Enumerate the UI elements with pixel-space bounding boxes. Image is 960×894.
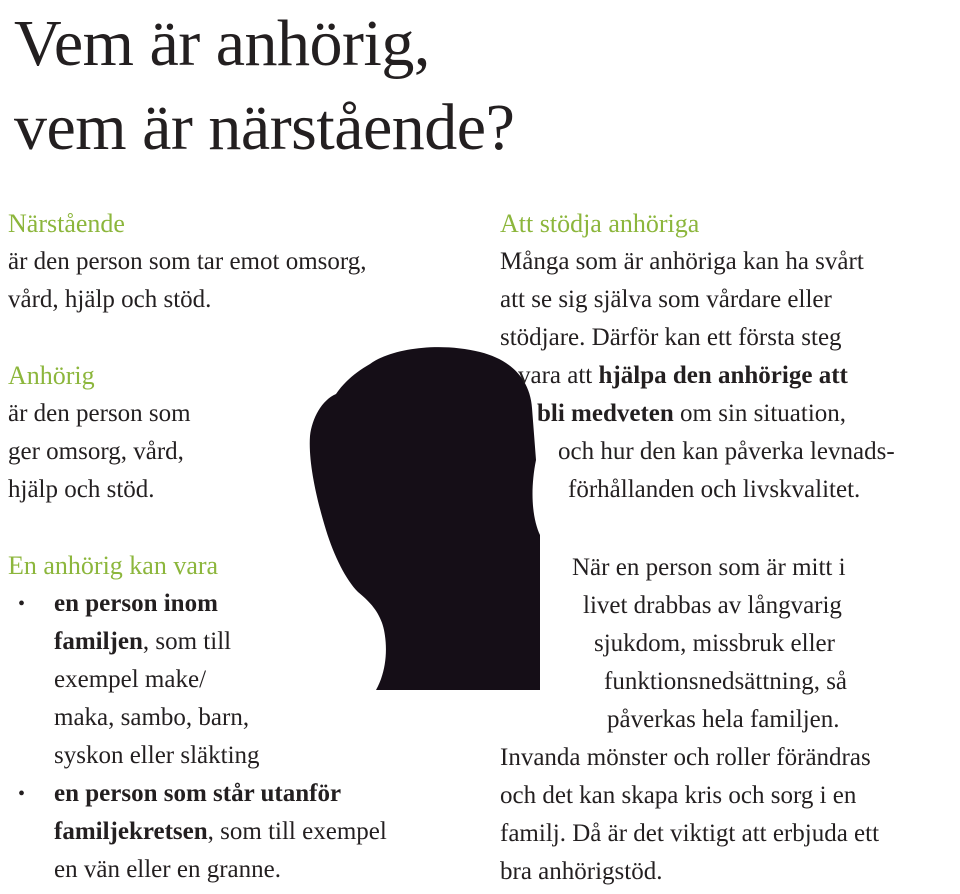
familj-line-3: sjukdom, missbruk eller [594, 630, 835, 657]
familj-line-7: och det kan skapa kris och sorg i en [500, 782, 857, 809]
kan-vara-heading: En anhörig kan vara [8, 551, 219, 580]
anhorig-line-2: ger omsorg, vård, [8, 438, 184, 465]
familj-line-5: påverkas hela familjen. [607, 706, 840, 733]
list-item [8, 775, 387, 889]
title-line-2: vem är närstående? [14, 91, 515, 164]
page-title [14, 2, 514, 170]
list-item [8, 585, 387, 775]
stodja-line-7: förhållanden och livskvalitet. [568, 476, 861, 503]
stodja-line-6: och hur den kan påverka levnads- [558, 438, 895, 465]
familj-line-8: familj. Då är det viktigt att erbjuda ett [500, 820, 880, 847]
stodja-heading: Att stödja anhöriga [500, 209, 700, 238]
anhorig-heading: Anhörig [8, 361, 95, 390]
kan-vara-section [8, 547, 387, 889]
bullet1-line-4: maka, sambo, barn, [54, 704, 250, 731]
bullet2-line-1: en person som står utanför [54, 780, 342, 807]
stodja-line-2: att se sig själva som vårdare eller [500, 286, 832, 313]
bullet1-line-5: syskon eller släkting [54, 742, 260, 769]
bullet1-line-3: exempel make/ [54, 666, 207, 693]
bullet1-line-2: familjen, som till [54, 628, 232, 655]
stodja-line-1: Många som är anhöriga kan ha svårt [500, 248, 864, 275]
anhorig-line-3: hjälp och stöd. [8, 476, 155, 503]
narstaende-line-1: är den person som tar emot omsorg, [8, 248, 367, 275]
anhorig-section [8, 357, 191, 509]
familj-line-4: funktionsnedsättning, så [604, 668, 848, 695]
familj-section [500, 549, 879, 891]
kan-vara-list [8, 585, 387, 889]
narstaende-line-2: vård, hjälp och stöd. [8, 286, 212, 313]
familj-line-2: livet drabbas av långvarig [583, 592, 842, 619]
stodja-line-3: stödjare. Därför kan ett första steg [500, 324, 842, 351]
bullet-dot-icon: • [18, 783, 26, 805]
anhorig-line-1: är den person som [8, 400, 191, 427]
bullet2-line-2: familjekretsen, som till exempel [54, 818, 387, 845]
familj-line-1: När en person som är mitt i [572, 554, 846, 581]
stodja-section [500, 205, 895, 509]
narstaende-heading: Närstående [8, 209, 125, 238]
familj-line-9: bra anhörigstöd. [500, 858, 663, 885]
familj-line-6: Invanda mönster och roller förändras [500, 744, 871, 771]
bullet1-line-1: en person inom [54, 590, 218, 617]
title-line-1: Vem är anhörig, [14, 7, 430, 80]
bullet2-line-3: en vän eller en granne. [54, 856, 281, 883]
stodja-line-5: bli medveten om sin situation, [537, 400, 847, 427]
bullet-dot-icon: • [18, 593, 26, 615]
narstaende-section [8, 205, 367, 319]
stodja-line-4: vara att hjälpa den anhörige att [518, 362, 848, 389]
